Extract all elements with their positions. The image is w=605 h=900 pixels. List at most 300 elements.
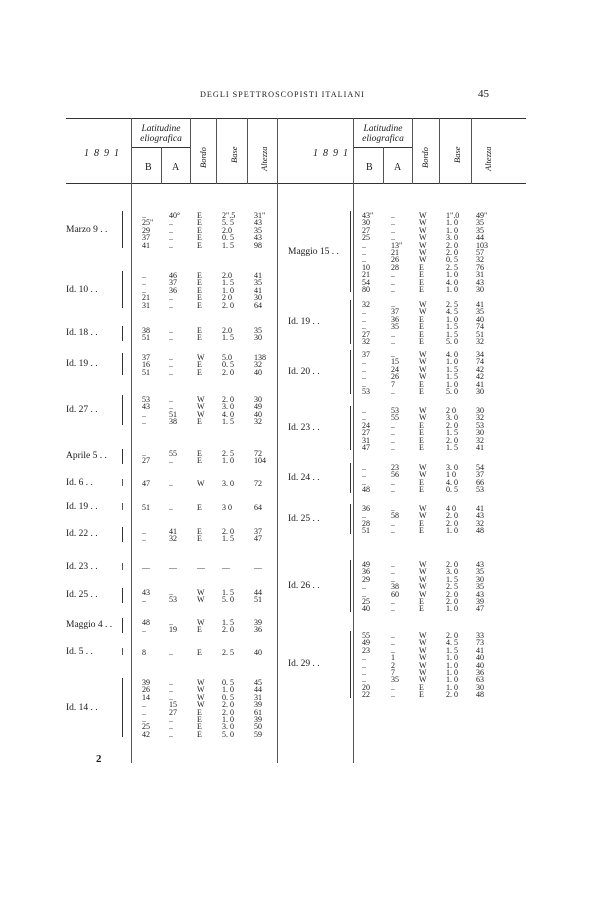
col-base-right: Base <box>452 146 462 163</box>
altezza-column-value: 30 <box>254 395 262 404</box>
observation-table <box>66 118 526 763</box>
base-column <box>446 351 458 395</box>
altezza-column-value: 32 <box>254 360 262 370</box>
group-brace <box>122 618 126 633</box>
lat-b-column <box>142 212 153 249</box>
lat-b-column-value: .. <box>142 714 146 724</box>
lat-a-column <box>169 212 180 249</box>
altezza-column-value: 44 <box>254 588 262 597</box>
base-column <box>222 212 235 249</box>
lat-b-column-value: 80 <box>362 284 370 294</box>
base-column-value: 4. 5 <box>446 638 458 648</box>
page-number: 45 <box>478 88 489 100</box>
bordo-column-value: E <box>419 336 424 346</box>
date-label: Id. 5 . . <box>66 646 93 657</box>
group-brace <box>122 563 126 570</box>
lat-b-column <box>362 351 370 395</box>
lat-a-column-value: .. <box>391 350 395 359</box>
lat-b-column-value: .. <box>362 477 366 487</box>
lat-b-column-value: 37 <box>142 233 150 243</box>
bordo-column-value: W <box>419 638 427 648</box>
altezza-column-value: 103 <box>476 240 488 250</box>
bordo-column-value: E <box>197 218 202 228</box>
altezza-column-value: 31" <box>254 211 266 220</box>
altezza-column-value: 37 <box>254 527 262 536</box>
lat-b-column-value: 23 <box>362 645 370 655</box>
bordo-column-value: E <box>197 707 202 717</box>
lat-b-column <box>362 505 370 535</box>
group-brace <box>122 678 126 737</box>
bordo-column <box>197 354 205 376</box>
lat-b-column-value: .. <box>142 527 146 536</box>
lat-b-column <box>362 301 370 345</box>
altezza-column <box>476 505 484 535</box>
altezza-column-value: 35 <box>476 218 484 228</box>
altezza-column-value: 43 <box>254 218 262 228</box>
altezza-column <box>476 301 484 345</box>
base-column-value: 1. 5 <box>222 278 234 288</box>
lat-heading-right-2: eliografica <box>362 134 404 144</box>
lat-a-column-value: .. <box>391 645 395 655</box>
top-rule <box>66 118 526 119</box>
lat-a-column-value: .. <box>169 225 173 235</box>
lat-a-column-value: .. <box>169 588 173 597</box>
lat-a-column-value: .. <box>391 336 395 346</box>
date-label: Id. 20 . . <box>288 367 320 378</box>
base-column-value: 1. 5 <box>446 442 458 452</box>
altezza-column-value: 98 <box>254 240 262 250</box>
altezza-column-value: 43 <box>476 589 484 599</box>
base-column-value: 2. 5 <box>222 449 234 458</box>
bordo-column-value: E <box>197 714 202 724</box>
bordo-column-value: E <box>419 435 424 445</box>
altezza-column-value: 41 <box>254 285 262 295</box>
lat-a-column-value: .. <box>391 518 395 528</box>
date-label: Id. 19 . . <box>66 501 98 512</box>
base-column-value: 1. 5 <box>222 618 234 627</box>
lat-a-column-value: 26 <box>391 372 399 382</box>
base-column-value: 2".5 <box>222 211 236 220</box>
bordo-column <box>197 564 205 571</box>
lat-a-column-value: 37 <box>391 307 399 317</box>
base-column-value: 1. 0 <box>446 526 458 536</box>
lat-b-column-value: 37 <box>362 350 370 359</box>
lat-a-column-value: .. <box>169 692 173 702</box>
altezza-column <box>476 464 484 494</box>
base-column-value: 3. 0 <box>446 463 458 472</box>
lat-a-column-value: 7 <box>391 667 395 677</box>
bordo-column-value: W <box>419 653 427 663</box>
bordo-column-value: E <box>197 625 202 635</box>
base-column-value: 1. 5 <box>446 574 458 584</box>
lat-b-column-value: 27 <box>362 225 370 235</box>
altezza-column-value: 48 <box>476 526 484 536</box>
group-brace <box>122 527 126 542</box>
lat-b-column-value: .. <box>362 372 366 382</box>
bordo-column-value: W <box>419 582 427 592</box>
lat-b-column-value: 10 <box>362 262 370 272</box>
date-label: Id. 26 . . <box>288 580 320 591</box>
altezza-column-value: 30 <box>254 293 262 303</box>
lat-b-column <box>142 528 146 543</box>
lat-b-column <box>142 272 150 309</box>
base-column-value: 2. 0 <box>446 420 458 430</box>
bordo-column-value: E <box>419 477 424 487</box>
lat-b-column <box>362 464 370 494</box>
group-brace <box>350 631 354 698</box>
lat-b-column-value: .. <box>142 417 146 427</box>
lat-b-column-value: .. <box>142 449 146 458</box>
bordo-column-value: E <box>197 300 202 310</box>
lat-b-column-value: 49 <box>362 560 370 569</box>
altezza-column-value: 36 <box>254 625 262 635</box>
base-column-value: 1. 5 <box>446 372 458 382</box>
base-column-value: 1. 0 <box>446 379 458 389</box>
base-column-value: 3. 0 <box>222 479 234 488</box>
lat-a-column-value: .. <box>391 284 395 294</box>
bordo-column-value: E <box>419 420 424 430</box>
lat-a-column-value: .. <box>391 435 395 445</box>
base-column-value: 2. 0 <box>446 596 458 606</box>
bordo-column-value: W <box>419 350 427 359</box>
base-column-value: 1. 5 <box>446 428 458 438</box>
altezza-column-value: 53 <box>476 420 484 430</box>
altezza-column <box>254 679 262 738</box>
lat-b-column-value: 25 <box>362 233 370 243</box>
altezza-column-value: 30 <box>476 428 484 438</box>
lat-b-column <box>142 589 150 604</box>
base-column-value: 5. 0 <box>222 595 234 605</box>
altezza-column-value: 41 <box>476 300 484 309</box>
col-bordo-right: Bordo <box>420 147 430 168</box>
lat-a-column-value: 36 <box>169 285 177 295</box>
lat-b-column-value: — <box>142 563 150 572</box>
bordo-column <box>197 679 205 738</box>
base-column-value: 4. 0 <box>446 277 458 287</box>
lat-a-column-value: 56 <box>391 470 399 480</box>
lat-a-column-value: .. <box>391 596 395 606</box>
lat-b-column <box>142 649 146 656</box>
base-column-value: 0. 5 <box>222 360 234 370</box>
bordo-column-value: E <box>419 690 424 700</box>
bordo-column-value: W <box>197 479 205 488</box>
base-column-value: 5. 0 <box>222 729 234 739</box>
base-column-value: 3. 0 <box>222 402 234 412</box>
bordo-column-value: E <box>419 284 424 294</box>
bordo-column-value: E <box>197 527 202 536</box>
base-column-value: 4. 0 <box>446 477 458 487</box>
lat-a-column-value: 55 <box>169 449 177 458</box>
lat-b-column-value: .. <box>142 595 146 605</box>
base-column-value: 1. 0 <box>446 675 458 685</box>
bordo-column-value: W <box>419 463 427 472</box>
bordo-column-value: W <box>197 700 205 710</box>
bordo-column <box>419 407 427 451</box>
bordo-column <box>197 649 202 656</box>
bordo-column-value: E <box>197 293 202 303</box>
bordo-column-value: E <box>419 485 424 495</box>
rule-right-3 <box>471 118 472 184</box>
lat-a-column-value: 38 <box>169 417 177 427</box>
lat-a-column-value: 15 <box>391 357 399 367</box>
altezza-column-value: 40 <box>476 653 484 663</box>
group-brace <box>122 449 126 464</box>
lat-b-column-value: 53 <box>142 395 150 404</box>
group-brace <box>350 504 354 534</box>
altezza-column-value: 45 <box>254 678 262 687</box>
base-column <box>222 354 234 376</box>
altezza-column-value: 44 <box>476 233 484 243</box>
bordo-column-value: E <box>197 534 202 544</box>
running-header <box>0 90 605 104</box>
lat-a-column-value: 28 <box>391 262 399 272</box>
lat-b-column-value: 40 <box>362 604 370 614</box>
altezza-column <box>254 480 262 487</box>
date-label: Id. 24 . . <box>288 472 320 483</box>
date-label: Id. 23 . . <box>288 423 320 434</box>
lat-a-column-value: .. <box>169 685 173 695</box>
lat-a-column-value: .. <box>391 218 395 228</box>
lat-a-column-value: 46 <box>169 271 177 280</box>
altezza-column <box>476 632 484 699</box>
bordo-column <box>197 212 202 249</box>
lat-b-column-value: 31 <box>362 435 370 445</box>
lat-a-column-value: 53 <box>169 595 177 605</box>
lat-b-column-value: 14 <box>142 692 150 702</box>
lat-a-column-value: .. <box>169 218 173 228</box>
base-column-value: 2. 5 <box>222 648 234 657</box>
bordo-column-value: W <box>419 645 427 655</box>
base-column-value: 2. 0 <box>222 527 234 536</box>
lat-a-column <box>391 464 399 494</box>
altezza-column <box>254 619 262 634</box>
lat-heading-right-1: Latitudine <box>363 124 403 134</box>
bordo-column-value: W <box>419 660 427 670</box>
altezza-column <box>254 354 266 376</box>
lat-a-column-value: 58 <box>391 511 399 521</box>
bordo-column-value: E <box>197 449 202 458</box>
ba-rule-left <box>161 147 162 184</box>
bordo-column <box>197 327 202 342</box>
bordo-column-value: E <box>197 360 202 370</box>
base-column-value: 1. 5 <box>446 364 458 374</box>
altezza-column-value: 36 <box>476 667 484 677</box>
base-column-value: 1. 0 <box>446 667 458 677</box>
bordo-column-value: E <box>419 379 424 389</box>
bordo-column-value: W <box>197 409 205 419</box>
base-column-value: 2. 0 <box>446 435 458 445</box>
lat-b-column <box>142 564 150 571</box>
bordo-column-value: E <box>197 233 202 243</box>
altezza-column-value: 30 <box>476 406 484 415</box>
base-column <box>446 407 458 451</box>
group-brace <box>350 560 354 612</box>
lat-b-column-value: 25 <box>362 596 370 606</box>
lat-a-column-value: .. <box>391 560 395 569</box>
altezza-column-value: 104 <box>254 456 266 466</box>
altezza-column-value: 40 <box>254 648 262 657</box>
altezza-column-value: 40 <box>254 367 262 377</box>
base-column-value: 5. 0 <box>446 386 458 396</box>
lat-a-column-value: 36 <box>391 314 399 324</box>
bordo-column-value: E <box>197 648 202 657</box>
lat-a-column-value: 15 <box>169 700 177 710</box>
lat-a-column-value: .. <box>391 631 395 640</box>
base-column-value: 4. 0 <box>446 350 458 359</box>
lat-b-column-value: .. <box>362 307 366 317</box>
lat-b-column-value: 51 <box>142 367 150 377</box>
lat-a-column-value: 35 <box>391 322 399 332</box>
altezza-column-value: 32 <box>476 518 484 528</box>
bordo-column-value: W <box>419 240 427 250</box>
base-column-value: 2. 0 <box>446 511 458 521</box>
year-right: 1891 <box>313 148 353 159</box>
altezza-column <box>254 450 266 465</box>
bordo-column-value: W <box>419 300 427 309</box>
lat-a-column <box>169 589 177 604</box>
table-header <box>66 118 526 184</box>
altezza-column <box>254 564 262 571</box>
base-column-value: 1. 0 <box>446 604 458 614</box>
lat-b-column-value: 54 <box>362 277 370 287</box>
lat-b-column-value: .. <box>362 255 366 265</box>
base-column-value: 1. 5 <box>222 240 234 250</box>
base-column-value: 2. 0 <box>446 247 458 257</box>
bordo-column-value: E <box>197 271 202 280</box>
altezza-column-value: 43 <box>476 560 484 569</box>
lat-b-column-value: 28 <box>362 518 370 528</box>
base-column-value: 2 0 <box>446 406 456 415</box>
lat-b-column-value: 51 <box>142 503 150 512</box>
altezza-column-value: 35 <box>476 307 484 317</box>
lat-b-column-value: 48 <box>142 618 150 627</box>
bordo-column-value: E <box>197 729 202 739</box>
lat-a-column <box>169 450 177 465</box>
bordo-column-value: W <box>419 511 427 521</box>
lat-b-column-value: .. <box>142 707 146 717</box>
date-label: Id. 22 . . <box>66 529 98 540</box>
lat-a-column-value: .. <box>169 240 173 250</box>
bordo-column-value: W <box>197 595 205 605</box>
lat-a-column <box>169 564 177 571</box>
bordo-column-value: W <box>419 631 427 640</box>
base-column-value: 5.0 <box>222 353 232 362</box>
bordo-column <box>419 561 427 613</box>
lat-b-column-value: 16 <box>142 360 150 370</box>
bordo-column-value: W <box>419 574 427 584</box>
group-brace <box>122 479 126 486</box>
base-column <box>222 679 234 738</box>
altezza-column <box>254 212 265 249</box>
lat-a-column-value: .. <box>391 485 395 495</box>
bordo-column-value: W <box>419 413 427 423</box>
col-a-right: A <box>394 162 402 173</box>
altezza-column-value: 43 <box>254 233 262 243</box>
base-column-value: 2. 5 <box>446 262 458 272</box>
lat-a-column-value: .. <box>169 367 173 377</box>
bordo-column-value: E <box>419 262 424 272</box>
altezza-column-value: 32 <box>476 336 484 346</box>
base-column <box>446 464 458 494</box>
lat-b-column-value: .. <box>142 211 146 220</box>
altezza-column-value: 30 <box>476 386 484 396</box>
altezza-column <box>254 327 262 342</box>
bordo-column-value: E <box>419 329 424 339</box>
lat-a-column-value: .. <box>391 526 395 536</box>
bordo-column-value: W <box>197 685 205 695</box>
altezza-column-value: 34 <box>476 350 484 359</box>
bordo-column-value: E <box>419 428 424 438</box>
altezza-column-value: 30 <box>476 574 484 584</box>
altezza-column-value: 32 <box>476 255 484 265</box>
lat-a-column-value: .. <box>391 300 395 309</box>
altezza-column-value: 49 <box>254 402 262 412</box>
lat-a-column-value: .. <box>391 504 395 513</box>
base-column-value: 1. 0 <box>222 685 234 695</box>
bordo-column-value: W <box>419 470 427 480</box>
lat-b-column-value: .. <box>362 470 366 480</box>
lat-a-column <box>391 351 399 395</box>
lat-a-column <box>391 505 399 535</box>
altezza-column <box>254 396 262 426</box>
base-column-value: 1. 5 <box>222 588 234 597</box>
bordo-column-value: W <box>419 675 427 685</box>
bordo-column-value: E <box>419 277 424 287</box>
col-base-left: Base <box>229 146 239 163</box>
base-column-value: 2. 0 <box>222 367 234 377</box>
bordo-column <box>197 504 202 511</box>
bordo-column-value: E <box>197 333 202 343</box>
lat-a-column <box>169 679 177 738</box>
altezza-column-value: 50 <box>254 722 262 732</box>
bordo-column-value: W <box>197 618 205 627</box>
bordo-column-value: W <box>419 372 427 382</box>
bordo-column-value: E <box>197 326 202 335</box>
col-altezza-left: Altezza <box>259 146 269 171</box>
lat-heading-left-2: eliografica <box>140 134 182 144</box>
base-column <box>446 561 458 613</box>
lat-b-column-value: .. <box>362 240 366 250</box>
altezza-column <box>476 351 484 395</box>
base-column-value: — <box>222 563 230 572</box>
base-column-value: 1. 5 <box>222 333 234 343</box>
altezza-column-value: 30 <box>476 682 484 692</box>
lat-b-column-value: 49 <box>362 638 370 648</box>
altezza-column-value: 42 <box>476 364 484 374</box>
date-label: Id. 23 . . <box>66 561 98 572</box>
lat-a-column-value: 53 <box>391 406 399 415</box>
lat-b-column-value: .. <box>362 413 366 423</box>
lat-a-column-value: .. <box>169 353 173 362</box>
base-column <box>222 649 234 656</box>
lat-a-column-value: .. <box>169 333 173 343</box>
lat-a-column-value: 51 <box>169 409 177 419</box>
lat-b-column-value: 29 <box>362 574 370 584</box>
base-column <box>222 396 234 426</box>
lat-b-column-value: 20 <box>362 682 370 692</box>
altezza-column-value: 39 <box>254 700 262 710</box>
lat-b-column-value: 24 <box>362 420 370 430</box>
lat-b-column-value: 25 <box>142 722 150 732</box>
altezza-column-value: 35 <box>476 582 484 592</box>
bordo-column-value: W <box>197 692 205 702</box>
base-column-value: 1. 0 <box>446 284 458 294</box>
lat-b-column-value: .. <box>142 409 146 419</box>
lat-a-column-value: 40° <box>169 211 181 220</box>
altezza-column-value: 64 <box>254 503 262 512</box>
lat-b-column <box>362 407 370 451</box>
lat-b-column-value: .. <box>362 357 366 367</box>
